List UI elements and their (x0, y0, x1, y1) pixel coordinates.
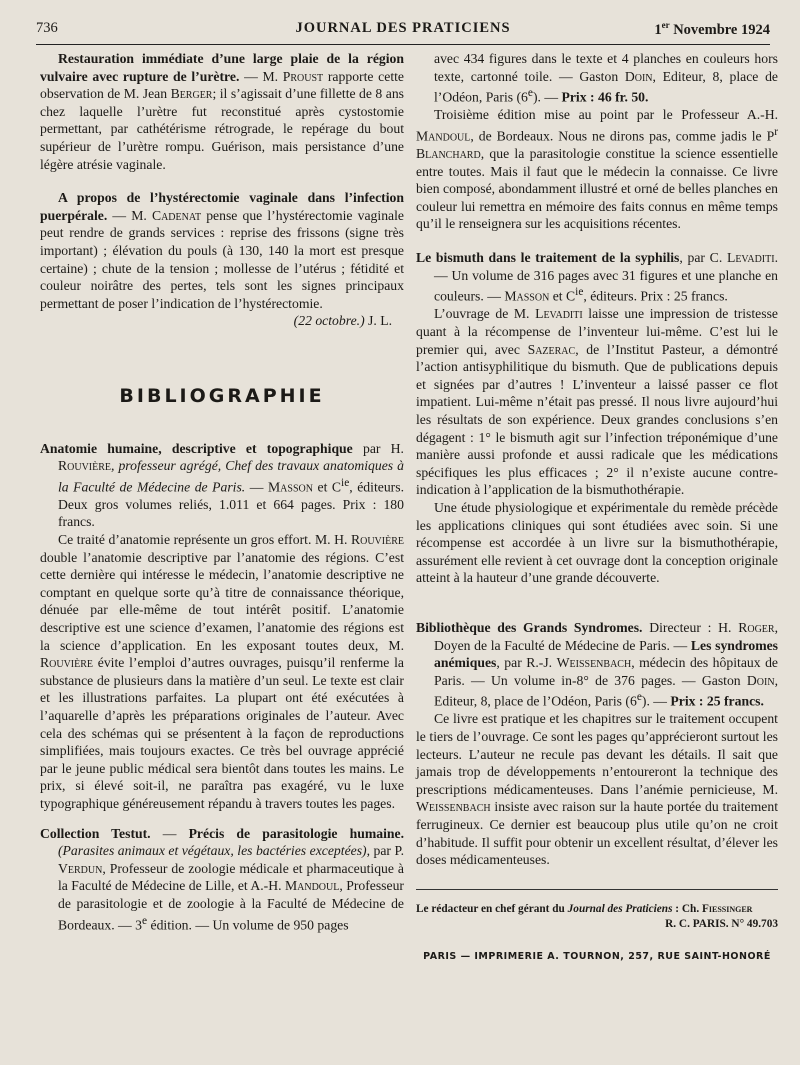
book-review-parasitologie: Troisième édition mise au point par le Professeur A.-H. Mandoul, de Bordeaux. Nous ne dirons pas, comme jadis le $P^r$ Blanchard, que la parasitologie constitue la science essentielle entre toutes. Mais il faut que le médecin la connaisse. Ce livre bien composé, abondamment illustré et orné de belles planches en couleur lui remettra en mémoire des faits connus en même temps qu’il le renseignera sur les acquisitions récentes. (416, 107, 778, 232)
issue-date: 1er Novembre 1924 (654, 20, 770, 38)
book-entry-parasitologie: Collection Testut. — Précis de parasitologie humaine. (Parasites animaux et végétaux, les bactéries exceptées), par P. Verdun, Professeur de zoologie médicale et pharmaceutique à la Faculté de Médecine de Lille, et A.-H. Mandoul, Professeur de parasitologie et de zoologie à la Faculté de Médecine de Bordeaux. — 3e édition. — Un volume de 950 pages (40, 825, 405, 933)
article-title: A propos de l’hystérectomie vaginale dans l’infection puerpérale. (40, 190, 404, 223)
article-signature: (22 octobre.) J. L. (293, 313, 392, 329)
page-number: 736 (36, 20, 58, 36)
book-entry-parasitologie-continued: avec 434 figures dans le texte et 4 planches en couleurs hors texte, cartonné toile. — Gaston Doin, Editeur, 8, place de l’Odéon, Paris (6e). — Prix : 46 fr. 50. (434, 51, 778, 105)
journal-title: JOURNAL DES PRATICIENS (295, 20, 511, 36)
left-column (40, 50, 404, 934)
book-review-bismuth-2: Une étude physiologique et expérimentale du remède précède les applications cliniques qui sont étudiées avec soin. Si une récompense est accordée à un livre sur la bismuthothérapie, assurément elle revient à cet ouvrage dont la conception originale atteint à la hauteur d’une grande découverte. (416, 499, 778, 586)
book-entry-anatomie: Anatomie humaine, descriptive et topographique par H. Rouvière, professeur agrégé, Chef des travaux anatomiques à la Faculté de Médecine de Paris. — Masson et $C^{ie}$, éditeurs. Deux gros volumes reliés, 1.011 et 664 pages. Prix : 180 francs. (40, 440, 404, 530)
article-hysterectomie: A propos de l’hystérectomie vaginale dans l’infection puerpérale. — M. Cadenat pense que l’hystérectomie vaginale peut rendre de grands services : reprise des frissons (signe très important) ; élévation du pouls (à 130, 140 la mort est presque certaine) ; chute de la tension ; mollesse de l’utérus ; fétidité et couleur noirâtre des pertes, tels sont les signes principaux permettant de poser l’indication de l’hystérectomie. (40, 190, 404, 311)
book-entry-syndromes: Bibliothèque des Grands Syndromes. Directeur : H. Roger, Doyen de la Faculté de Médecine de Paris. — Les syndromes anémiques, par R.-J. Weissenbach, médecin des hôpitaux de Paris. — Un volume in-8° de 376 pages. — Gaston Doin, Editeur, 8, place de l’Odéon, Paris (6e). — Prix : 25 francs. (416, 619, 778, 709)
book-entry-bismuth: Le bismuth dans le traitement de la syphilis, par C. Levaditi. — Un volume de 316 pages avec 31 figures et une planche en couleurs. — Masson et $C^{ie}$, éditeurs. Prix : 25 francs. (416, 250, 778, 304)
page-header (36, 20, 770, 42)
book-review-anatomie: Ce traité d’anatomie représente un gros effort. M. H. Rouvière double l’anatomie descriptive par l’anatomie des régions. C’est cette dernière qui intéresse le médecin, l’anatomie descriptive ne comptant en quelque sorte qu’à titre de connaissance théorique, dénuée par elle-même de tout intérêt positif. L’anatomie descriptive est une science d’examen, l’anatomie des régions est la science d’application. En les exposant toutes deux, M. Rouvière évite l’emploi d’autres ouvrages, puisqu’il renferme la substance de plusieurs dans la matière d’un seul. Le texte est clair et les illustrations parfaites. La plupart ont été exécutées à l’aquarelle d’après les préparations originales de l’auteur. Avec cela des schémas qui se présentent à la façon de reproductions simplifiées, mais toujours exactes. Ce très bel ouvrage apprécié par le jeune public médical sera bientôt dans toutes les mains. Le prix, si élevé soit-il, ne paraîtra pas exagéré, vu le luxe typographique généreusement répandu à travers toutes les pages. (40, 532, 404, 811)
article-urethre: Restauration immédiate d’une large plaie de la région vulvaire avec rupture de l’urètre. — M. Proust rapporte cette observation de M. Jean Berger; il s’agissait d’une fillette de 8 ans chez laquelle l’urètre fut reconstitué après cystostomie permettant, par cathétérisme rétrograde, le repérage du bout supérieur de l’urètre rompu. Guérison, mais persistance d’une légère atrésie vaginale. (40, 51, 405, 172)
article-title: Restauration immédiate d’une large plaie de la région vulvaire avec rupture de l’urètre. (40, 51, 404, 84)
book-review-syndromes: Ce livre est pratique et les chapitres sur le traitement occupent le tiers de l’ouvrage. Ce sont les pages qu’apprécieront surtout les lecteurs. L’auteur ne recule pas devant les détails. Il sait que jamais trop de développements n’entoureront la technique des prescriptions médicamenteuses. Dans l’anémie pernicieuse, M. Weissenbach insiste avec raison sur la haute portée du traitement ferrugineux. Ce dernier est beaucoup plus utile qu’on ne croit d’habitude. Il suffit pour obtenir un excellent résultat, d’élever les doses médicamenteuses. (416, 711, 778, 868)
footer-rule (416, 889, 778, 890)
book-review-bismuth: L’ouvrage de M. Levaditi laisse une impression de tristesse quant à la récompense de l’inventeur lui-même. C’est lui le premier qui, avec Sazerac, de l’Institut Pasteur, a démontré l’action antisyphilitique du bismuth. Que de publications depuis et signées par d’autres ! L’inventeur a laissé passer ce flot impatient. Lui-même n’était pas pressé. Il nous livre aujourd’hui les résultats de son expérience. Deux grandes conclusions s’en dégagent : 1° le bismuth agit sur l’infection tréponémique d’une manière aussi profonde et aussi radicale que les médications spécifiques les plus efficaces ; 2° il n’existe aucune contre-indication à l’application de la bismuthothérapie. (416, 306, 778, 498)
printer-imprint: PARIS — IMPRIMERIE A. TOURNON, 257, RUE SAINT-HONORÉ (423, 950, 771, 962)
section-heading-bibliographie: BIBLIOGRAPHIE (119, 384, 325, 407)
editor-credit: Le rédacteur en chef gérant du Journal des Praticiens : Ch. Fiessinger R. C. PARIS. N° 49.703 (416, 902, 778, 930)
header-rule (36, 44, 770, 45)
right-column (416, 50, 778, 965)
